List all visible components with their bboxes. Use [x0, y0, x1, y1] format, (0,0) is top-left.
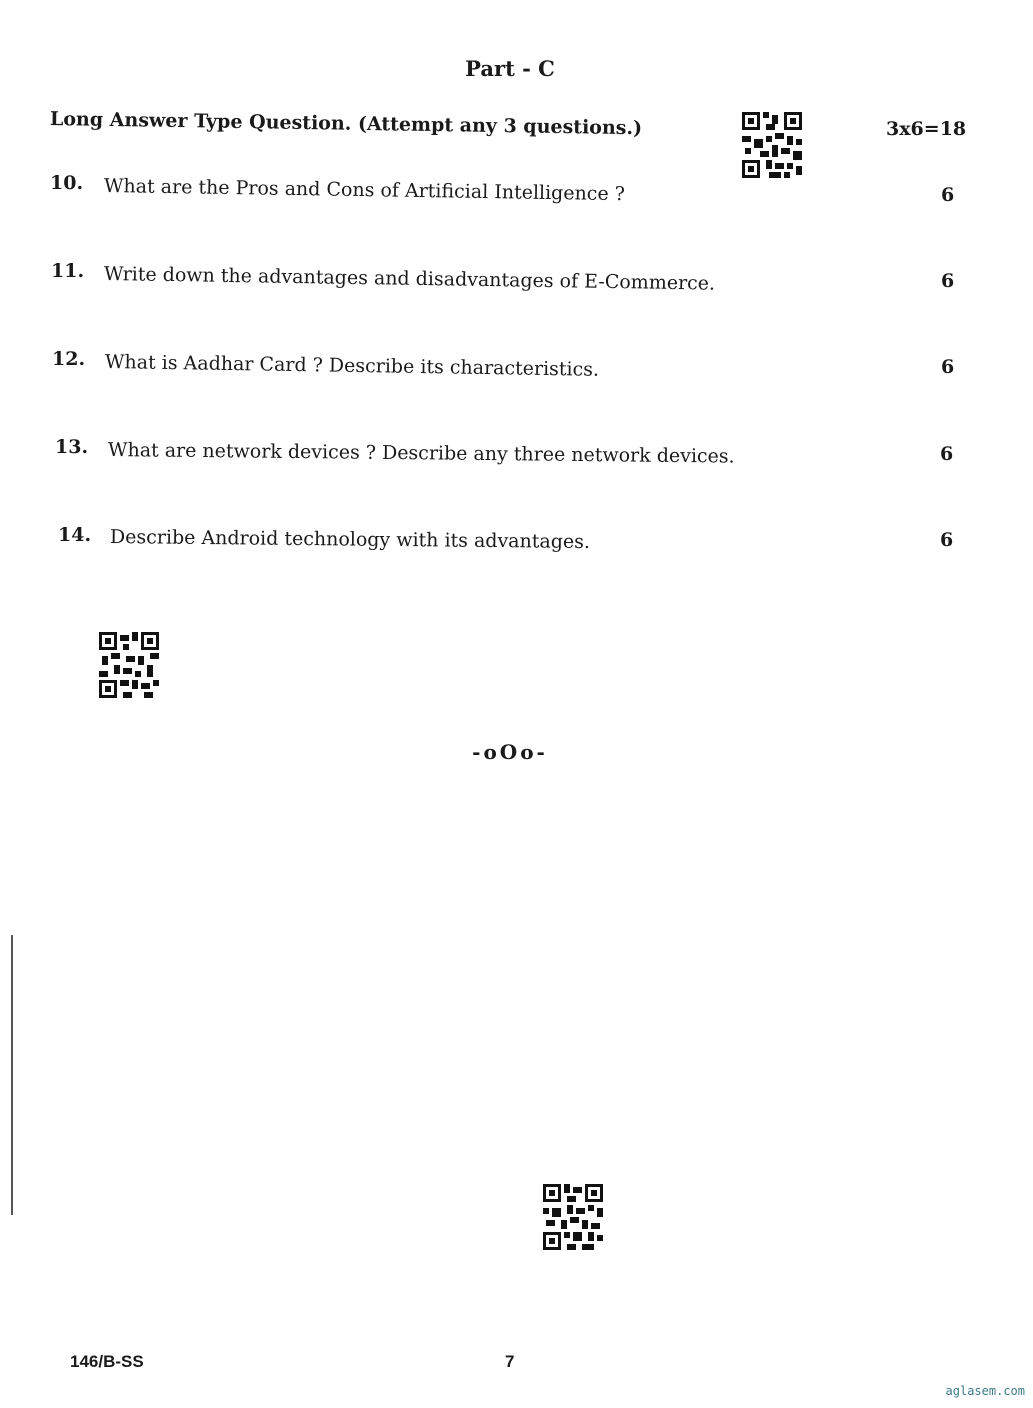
section-heading: Long Answer Type Question. (Attempt any 3 questions.) [49, 108, 643, 140]
question-number: 13. [55, 436, 89, 458]
question-marks: 6 [940, 529, 954, 551]
paper-code: 146/B-SS [70, 1352, 144, 1371]
question-text: What are the Pros and Cons of Artificial Intelligence ? [103, 175, 626, 206]
end-of-paper-mark: -oOo- [472, 740, 548, 764]
question-text: What are network devices ? Describe any three network devices. [107, 439, 735, 468]
question-text: Describe Android technology with its advantages. [109, 526, 591, 554]
watermark-link[interactable]: aglasem.com [945, 1384, 1025, 1398]
scan-edge-line [11, 935, 13, 1215]
question-marks: 6 [941, 184, 955, 206]
question-number: 10. [50, 172, 84, 194]
question-text: Write down the advantages and disadvantages of E-Commerce. [103, 263, 716, 295]
question-number: 12. [52, 348, 86, 370]
question-number: 11. [51, 260, 85, 282]
question-text: What is Aadhar Card ? Describe its characteristics. [104, 351, 600, 381]
section-marks: 3x6=18 [886, 118, 967, 140]
question-marks: 6 [941, 356, 955, 378]
question-number: 14. [58, 524, 92, 546]
question-marks: 6 [941, 270, 955, 292]
question-marks: 6 [940, 443, 954, 465]
page-number: 7 [505, 1352, 515, 1371]
qr-code-icon [742, 112, 802, 178]
part-title: Part - C [465, 56, 555, 81]
qr-code-icon [99, 632, 159, 698]
qr-code-icon [543, 1184, 603, 1250]
